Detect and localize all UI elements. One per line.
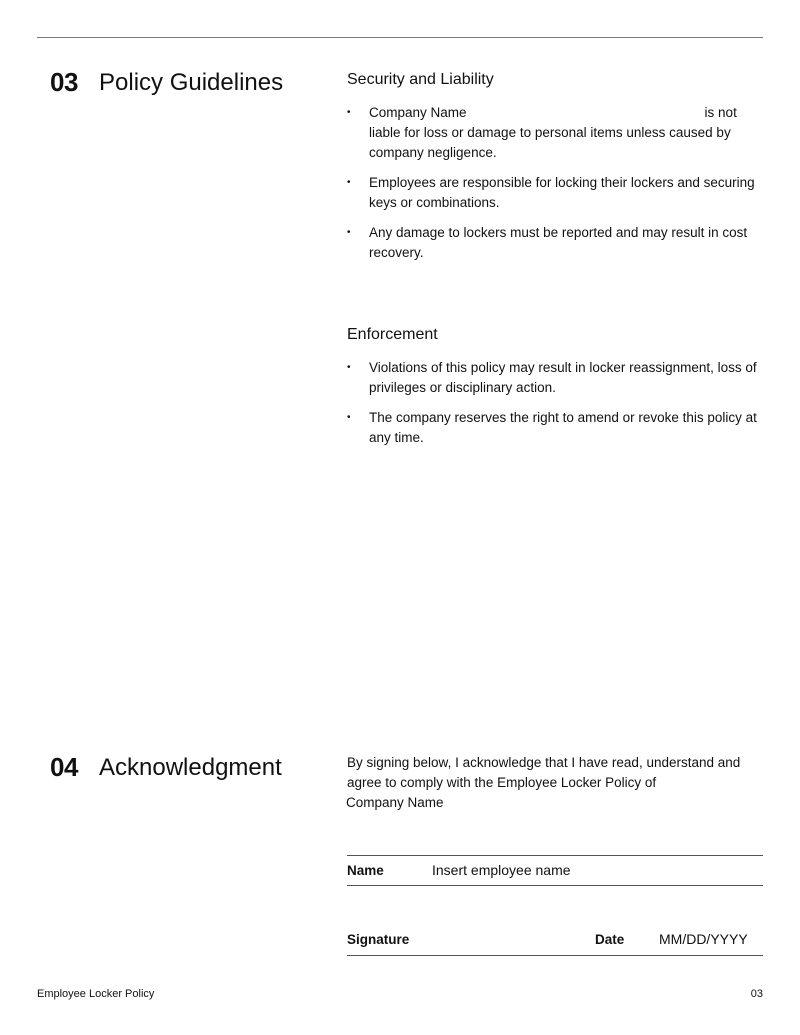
company-name-placeholder: Company Name [369,105,467,120]
security-item-1 [347,103,757,163]
date-field[interactable]: MM/DD/YYYY [659,931,748,947]
section-3-number: 03 [50,67,78,97]
top-divider [37,37,763,38]
enforcement-heading: Enforcement [347,326,438,343]
acknowledgment-statement: By signing below, I acknowledge that I have read, understand and agree to comply with the Employee Locker Policy of [347,755,741,790]
section-3-title: Policy Guidelines [99,69,284,96]
security-heading: Security and Liability [347,71,494,88]
name-field[interactable]: Insert employee name [432,862,571,878]
section-4-number: 04 [50,752,78,782]
footer-document-title: Employee Locker Policy [37,988,155,1000]
date-label: Date [595,932,625,947]
security-item-3: • Any damage to lockers must be reported and may result in cost recovery. [347,223,757,263]
security-item-1-text: is not liable for loss or damage to personal items unless caused by company negligence. [369,105,737,160]
name-field-top-rule [347,855,763,856]
security-item-2: • Employees are responsible for locking their lockers and securing keys or combinations. [347,173,757,213]
name-field-bottom-rule [347,885,763,886]
signature-rule [347,955,763,956]
footer-page-number: 03 [750,988,763,1000]
security-list [347,103,757,273]
enforcement-item-1: • Violations of this policy may result in locker reassignment, loss of privileges or disciplinary action. [347,358,757,398]
signature-label: Signature [347,932,410,947]
enforcement-item-2: • The company reserves the right to amend or revoke this policy at any time. [347,408,757,448]
acknowledgment-company: Company Name [346,795,444,810]
name-label: Name [347,863,384,878]
section-4-title: Acknowledgment [99,754,282,781]
enforcement-list [347,358,757,458]
